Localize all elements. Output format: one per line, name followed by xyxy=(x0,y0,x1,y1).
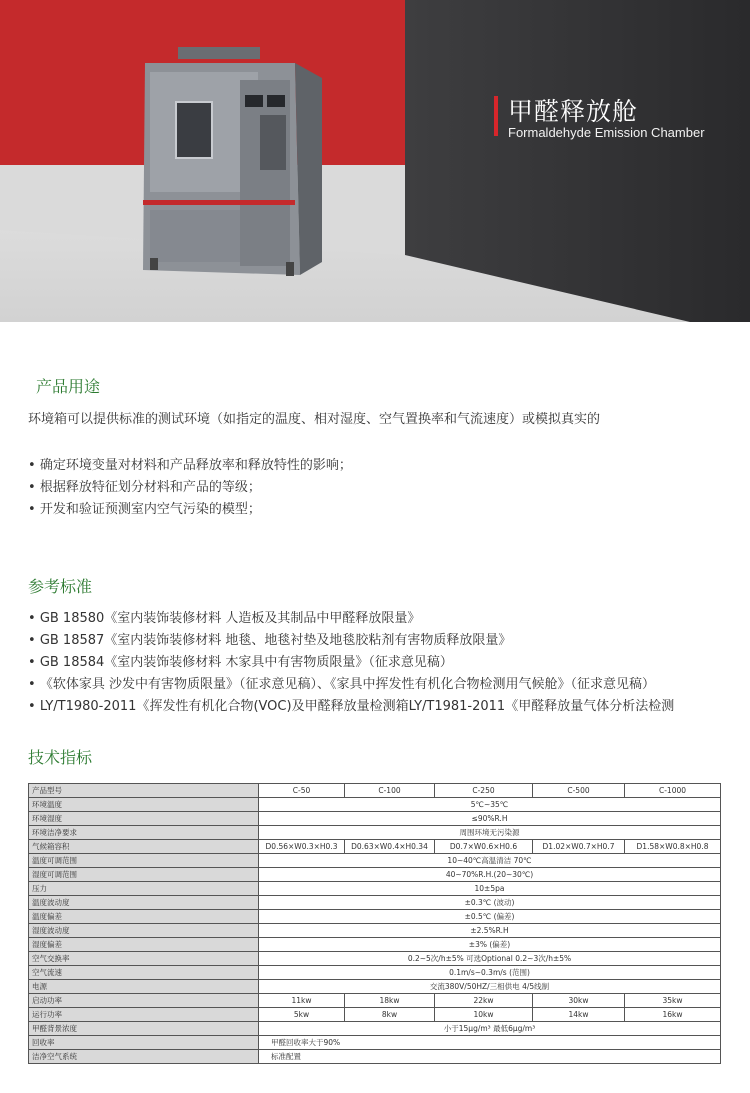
row-label: 甲醛背景浓度 xyxy=(29,1022,259,1036)
table-cell: 22kw xyxy=(435,994,533,1008)
product-title-cn: 甲醛释放舱 xyxy=(508,97,639,126)
table-row xyxy=(29,924,721,938)
row-label: 洁净空气系统 xyxy=(29,1050,259,1064)
spec-table xyxy=(28,783,721,1064)
table-row xyxy=(29,854,721,868)
table-cell: 14kw xyxy=(533,1008,625,1022)
standards-list xyxy=(28,608,674,718)
table-row xyxy=(29,882,721,896)
table-cell: 16kw xyxy=(625,1008,721,1022)
table-row xyxy=(29,1050,721,1064)
table-cell: 5℃~35℃ xyxy=(259,798,721,812)
table-cell: ±0.3℃ (波动) xyxy=(259,896,721,910)
model-header: C-50 xyxy=(259,784,345,798)
table-row xyxy=(29,1008,721,1022)
usage-list xyxy=(28,455,352,521)
table-cell: D0.7×W0.6×H0.6 xyxy=(435,840,533,854)
row-label: 气候箱容积 xyxy=(29,840,259,854)
table-cell: ±3% (偏差) xyxy=(259,938,721,952)
list-item: • GB 18587《室内装饰装修材料 地毯、地毯衬垫及地毯胶粘剂有害物质释放限量》 xyxy=(28,630,674,652)
table-row xyxy=(29,1036,721,1050)
table-cell: 35kw xyxy=(625,994,721,1008)
table-cell: 18kw xyxy=(345,994,435,1008)
table-cell: 10kw xyxy=(435,1008,533,1022)
row-label: 运行功率 xyxy=(29,1008,259,1022)
table-row xyxy=(29,910,721,924)
list-item: • 《软体家具 沙发中有害物质限量》（征求意见稿）、《家具中挥发性有机化合物检测用气候舱》（征求意见稿） xyxy=(28,674,674,696)
table-row xyxy=(29,966,721,980)
table-cell: D0.56×W0.3×H0.3 xyxy=(259,840,345,854)
table-cell: ≤90%R.H xyxy=(259,812,721,826)
row-label: 启动功率 xyxy=(29,994,259,1008)
row-label: 空气流速 xyxy=(29,966,259,980)
product-title-en: Formaldehyde Emission Chamber xyxy=(508,125,705,140)
row-label: 环境湿度 xyxy=(29,812,259,826)
title-accent-bar xyxy=(494,96,498,136)
table-row xyxy=(29,1022,721,1036)
table-cell: 0.1m/s~0.3m/s (范围) xyxy=(259,966,721,980)
list-item: • 根据释放特征划分材料和产品的等级； xyxy=(28,477,352,499)
table-cell: 40~70%R.H.(20~30℃) xyxy=(259,868,721,882)
row-label: 空气交换率 xyxy=(29,952,259,966)
row-label: 湿度波动度 xyxy=(29,924,259,938)
table-row xyxy=(29,952,721,966)
row-label: 湿度偏差 xyxy=(29,938,259,952)
chamber-machine-image xyxy=(143,47,322,276)
table-cell: ±0.5℃ (偏差) xyxy=(259,910,721,924)
banner-background xyxy=(0,0,750,322)
list-item: • GB 18584《室内装饰装修材料 木家具中有害物质限量》（征求意见稿） xyxy=(28,652,674,674)
table-cell: 周围环境无污染源 xyxy=(259,826,721,840)
table-cell: D0.63×W0.4×H0.34 xyxy=(345,840,435,854)
row-label: 环境洁净要求 xyxy=(29,826,259,840)
hero-banner xyxy=(0,0,750,322)
table-row xyxy=(29,798,721,812)
table-cell: 甲醛回收率大于90% xyxy=(259,1036,721,1050)
list-item: • GB 18580《室内装饰装修材料 人造板及其制品中甲醛释放限量》 xyxy=(28,608,674,630)
table-row xyxy=(29,826,721,840)
row-label: 温度偏差 xyxy=(29,910,259,924)
table-cell: D1.58×W0.8×H0.8 xyxy=(625,840,721,854)
list-item: • 开发和验证预测室内空气污染的模型； xyxy=(28,499,352,521)
section-heading-standards: 参考标准 xyxy=(28,577,93,596)
header-label: 产品型号 xyxy=(29,784,259,798)
row-label: 电源 xyxy=(29,980,259,994)
row-label: 环境温度 xyxy=(29,798,259,812)
model-header: C-500 xyxy=(533,784,625,798)
table-cell: 0.2~5次/h±5% 可选Optional 0.2~3次/h±5% xyxy=(259,952,721,966)
table-row xyxy=(29,812,721,826)
table-row xyxy=(29,994,721,1008)
table-cell: 11kw xyxy=(259,994,345,1008)
table-cell: 10±5pa xyxy=(259,882,721,896)
table-cell: 10~40℃高温清洁 70℃ xyxy=(259,854,721,868)
table-row xyxy=(29,840,721,854)
row-label: 温度波动度 xyxy=(29,896,259,910)
row-label: 回收率 xyxy=(29,1036,259,1050)
table-cell: 标准配置 xyxy=(259,1050,721,1064)
section-heading-usage: 产品用途 xyxy=(36,377,101,396)
table-cell: ±2.5%R.H xyxy=(259,924,721,938)
table-cell: 交流380V/50HZ/三相供电 4/5线制 xyxy=(259,980,721,994)
row-label: 压力 xyxy=(29,882,259,896)
table-row xyxy=(29,980,721,994)
row-label: 温度可调范围 xyxy=(29,854,259,868)
table-cell: 8kw xyxy=(345,1008,435,1022)
table-row xyxy=(29,868,721,882)
table-cell: 小于15μg/m³ 最低6μg/m³ xyxy=(259,1022,721,1036)
model-header: C-1000 xyxy=(625,784,721,798)
table-row xyxy=(29,938,721,952)
model-header: C-100 xyxy=(345,784,435,798)
usage-intro: 环境箱可以提供标准的测试环境（如指定的温度、相对湿度、空气置换率和气流速度）或模拟真实的 xyxy=(28,412,601,427)
section-heading-specs: 技术指标 xyxy=(28,748,93,767)
table-cell: D1.02×W0.7×H0.7 xyxy=(533,840,625,854)
table-cell: 30kw xyxy=(533,994,625,1008)
model-header: C-250 xyxy=(435,784,533,798)
table-header-row xyxy=(29,784,721,798)
list-item: • 确定环境变量对材料和产品释放率和释放特性的影响； xyxy=(28,455,352,477)
row-label: 湿度可调范围 xyxy=(29,868,259,882)
list-item: • LY/T1980-2011《挥发性有机化合物(VOC)及甲醛释放量检测箱LY/T1981-2011《甲醛释放量气体分析法检测 xyxy=(28,696,674,718)
table-cell: 5kw xyxy=(259,1008,345,1022)
table-row xyxy=(29,896,721,910)
